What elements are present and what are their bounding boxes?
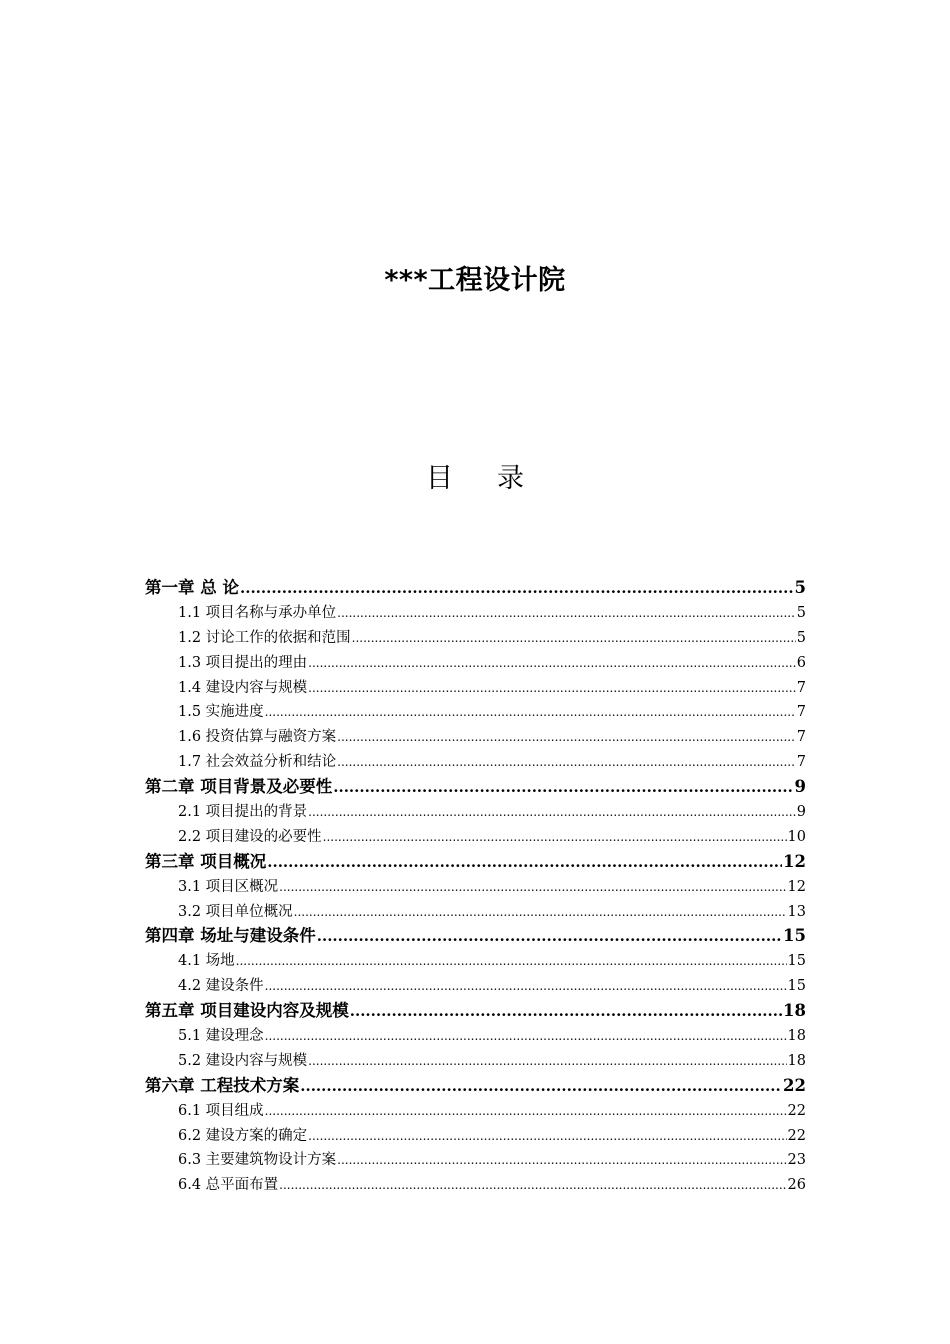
toc-section-entry[interactable] bbox=[145, 825, 806, 850]
toc-dot-leader bbox=[317, 924, 782, 949]
toc-dot-leader bbox=[308, 1124, 786, 1149]
toc-page-number: 13 bbox=[787, 903, 806, 920]
toc-entry-label: 第一章 总 论 bbox=[145, 578, 239, 597]
toc-dot-leader bbox=[308, 676, 796, 701]
toc-section-entry[interactable] bbox=[145, 1148, 806, 1173]
toc-page-number: 9 bbox=[794, 777, 806, 797]
toc-entry-label: 3.1 项目区概况 bbox=[178, 878, 279, 895]
toc-dot-leader bbox=[337, 1148, 786, 1173]
toc-entry-label: 2.1 项目提出的背景 bbox=[178, 804, 308, 821]
toc-chapter-entry[interactable] bbox=[145, 576, 806, 601]
toc-chapter-entry[interactable] bbox=[145, 924, 806, 949]
toc-page-number: 5 bbox=[796, 604, 806, 621]
toc-page-number: 22 bbox=[787, 1102, 806, 1119]
toc-entry-label: 1.4 建设内容与规模 bbox=[178, 679, 308, 696]
toc-entry-label: 1.7 社会效益分析和结论 bbox=[178, 754, 337, 771]
toc-page-number: 7 bbox=[796, 754, 806, 771]
toc-entry-label: 6.1 项目组成 bbox=[178, 1102, 264, 1119]
toc-chapter-entry[interactable] bbox=[145, 1074, 806, 1099]
toc-chapter-entry[interactable] bbox=[145, 999, 806, 1024]
toc-entry-label: 5.1 建设理念 bbox=[178, 1028, 264, 1045]
toc-section-entry[interactable] bbox=[145, 750, 806, 775]
toc-section-entry[interactable] bbox=[145, 1099, 806, 1124]
toc-entry-label: 6.2 建设方案的确定 bbox=[178, 1127, 308, 1144]
toc-dot-leader bbox=[265, 1024, 787, 1049]
toc-section-entry[interactable] bbox=[145, 1173, 806, 1198]
toc-entry-label: 1.3 项目提出的理由 bbox=[178, 654, 308, 671]
toc-entry-label: 第三章 项目概况 bbox=[145, 851, 267, 871]
toc-section-entry[interactable] bbox=[145, 949, 806, 974]
toc-section-entry[interactable] bbox=[145, 1049, 806, 1074]
toc-entry-label: 1.6 投资估算与融资方案 bbox=[178, 729, 337, 746]
toc-entry-label: 1.2 讨论工作的依据和范围 bbox=[178, 629, 351, 646]
toc-dot-leader bbox=[265, 1099, 787, 1124]
toc-section-entry[interactable] bbox=[145, 1024, 806, 1049]
table-of-contents bbox=[145, 576, 806, 1198]
toc-page-number: 12 bbox=[783, 851, 806, 871]
toc-page-number: 22 bbox=[787, 1127, 806, 1144]
organization-title: ***工程设计院 bbox=[384, 265, 566, 296]
toc-entry-label: 第四章 场址与建设条件 bbox=[145, 926, 316, 946]
toc-section-entry[interactable] bbox=[145, 800, 806, 825]
toc-dot-leader bbox=[308, 1049, 786, 1074]
toc-entry-label: 6.4 总平面布置 bbox=[178, 1177, 279, 1194]
toc-dot-leader bbox=[308, 800, 796, 825]
toc-dot-leader bbox=[333, 775, 793, 800]
toc-section-entry[interactable] bbox=[145, 875, 806, 900]
toc-section-entry[interactable] bbox=[145, 651, 806, 676]
toc-page-number: 6 bbox=[796, 654, 806, 671]
toc-dot-leader bbox=[240, 576, 794, 601]
toc-page-number: 7 bbox=[796, 679, 806, 696]
toc-page-number: 12 bbox=[787, 878, 806, 895]
toc-dot-leader bbox=[337, 750, 796, 775]
toc-page-number: 22 bbox=[783, 1075, 806, 1095]
toc-dot-leader bbox=[265, 700, 796, 725]
toc-entry-label: 第五章 项目建设内容及规模 bbox=[145, 1001, 349, 1021]
toc-dot-leader bbox=[300, 1074, 782, 1099]
toc-dot-leader bbox=[279, 1173, 786, 1198]
toc-page-number: 18 bbox=[787, 1028, 806, 1045]
toc-dot-leader bbox=[350, 999, 782, 1024]
toc-entry-label: 2.2 项目建设的必要性 bbox=[178, 828, 322, 845]
toc-section-entry[interactable] bbox=[145, 974, 806, 999]
toc-dot-leader bbox=[337, 601, 796, 626]
toc-dot-leader bbox=[337, 725, 796, 750]
toc-entry-label: 6.3 主要建筑物设计方案 bbox=[178, 1152, 337, 1169]
toc-page-number: 7 bbox=[796, 704, 806, 721]
toc-dot-leader bbox=[267, 850, 782, 875]
toc-entry-label: 4.2 建设条件 bbox=[178, 978, 264, 995]
toc-section-entry[interactable] bbox=[145, 725, 806, 750]
toc-dot-leader bbox=[352, 626, 796, 651]
toc-page-number: 18 bbox=[783, 1001, 806, 1021]
toc-dot-leader bbox=[294, 900, 787, 925]
toc-page-number: 9 bbox=[796, 804, 806, 821]
toc-section-entry[interactable] bbox=[145, 700, 806, 725]
toc-entry-label: 3.2 项目单位概况 bbox=[178, 903, 293, 920]
toc-entry-label: 4.1 场地 bbox=[178, 953, 235, 970]
toc-page-number: 5 bbox=[794, 578, 806, 597]
toc-page-number: 10 bbox=[787, 828, 806, 845]
toc-section-entry[interactable] bbox=[145, 676, 806, 701]
toc-dot-leader bbox=[265, 974, 787, 999]
toc-entry-label: 第二章 项目背景及必要性 bbox=[145, 777, 333, 797]
toc-section-entry[interactable] bbox=[145, 626, 806, 651]
toc-entry-label: 第六章 工程技术方案 bbox=[145, 1075, 300, 1095]
toc-dot-leader bbox=[279, 875, 786, 900]
toc-section-entry[interactable] bbox=[145, 601, 806, 626]
toc-page-number: 5 bbox=[796, 629, 806, 646]
toc-page-number: 15 bbox=[787, 978, 806, 995]
toc-page-number: 26 bbox=[787, 1177, 806, 1194]
toc-heading: 目录 bbox=[426, 463, 568, 494]
toc-chapter-entry[interactable] bbox=[145, 775, 806, 800]
toc-entry-label: 5.2 建设内容与规模 bbox=[178, 1052, 308, 1069]
toc-page-number: 15 bbox=[787, 953, 806, 970]
toc-entry-label: 1.5 实施进度 bbox=[178, 704, 264, 721]
toc-dot-leader bbox=[236, 949, 787, 974]
toc-entry-label: 1.1 项目名称与承办单位 bbox=[178, 604, 337, 621]
toc-page-number: 7 bbox=[796, 729, 806, 746]
toc-page-number: 15 bbox=[783, 926, 806, 946]
toc-section-entry[interactable] bbox=[145, 900, 806, 925]
toc-chapter-entry[interactable] bbox=[145, 850, 806, 875]
toc-dot-leader bbox=[323, 825, 787, 850]
toc-page-number: 23 bbox=[787, 1152, 806, 1169]
toc-page-number: 18 bbox=[787, 1052, 806, 1069]
toc-section-entry[interactable] bbox=[145, 1124, 806, 1149]
toc-dot-leader bbox=[308, 651, 796, 676]
